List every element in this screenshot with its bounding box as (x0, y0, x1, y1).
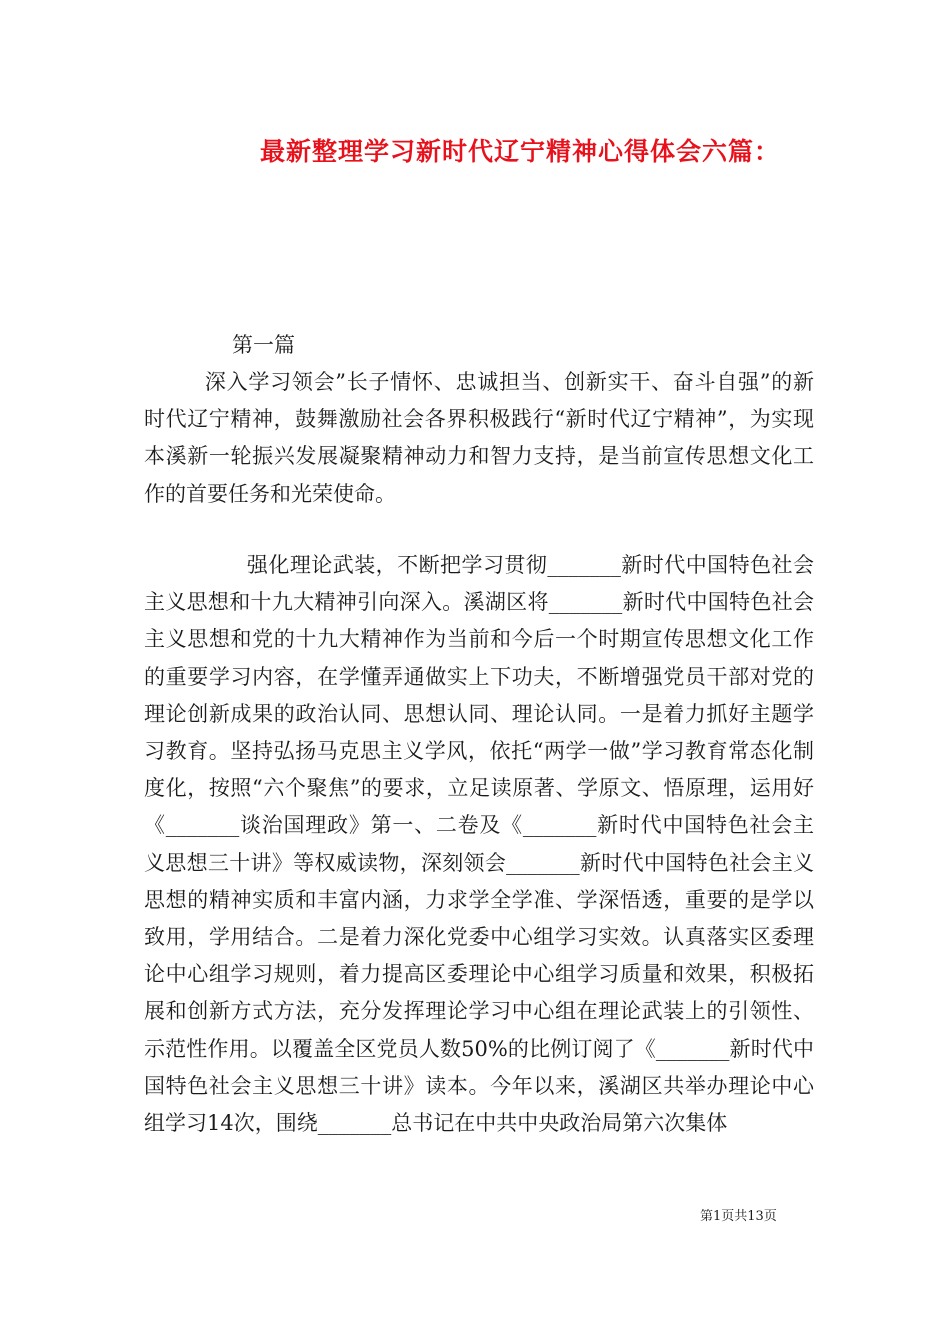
body-paragraph: 强化理论武装，不断把学习贯彻_______新时代中国特色社会主义思想和十九大精神引向深入。溪湖区将_______新时代中国特色社会主义思想和党的十九大精神作为当前和今后一个时期宣传思想文化工作的重要学习内容，在学懂弄通做实上下功夫，不断增强党员干部对党的理论创新成果的政治认同、思想认同、理论认同。一是着力抓好主题学习教育。坚持弘扬马克思主义学风，依托“两学一做”学习教育常态化制度化，按照“六个聚焦”的要求，立足读原著、学原文、悟原理，运用好《_______谈治国理政》第一、二卷及《_______新时代中国特色社会主义思想三十讲》等权威读物，深刻领会_______新时代中国特色社会主义思想的精神实质和丰富内涵，力求学全学准、学深悟透，重要的是学以致用，学用结合。二是着力深化党委中心组学习实效。认真落实区委理论中心组学习规则，着力提高区委理论中心组学习质量和效果，积极拓展和创新方式方法，充分发挥理论学习中心组在理论武装上的引领性、示范性作用。以覆盖全区党员人数50%的比例订阅了《_______新时代中国特色社会主义思想三十讲》读本。今年以来，溪湖区共举办理论中心组学习14次，围绕_______总书记在中共中央政治局第六次集体 (144, 553, 814, 1136)
document-title: 最新整理学习新时代辽宁精神心得体会六篇： (259, 137, 780, 166)
body-paragraph: 深入学习领会”长子情怀、忠诚担当、创新实干、奋斗自强”的新时代辽宁精神，鼓舞激励社会各界积极践行“新时代辽宁精神”，为实现本溪新一轮振兴发展凝聚精神动力和智力支持，是当前宣传思想文化工作的首要任务和光荣使命。 (144, 370, 814, 506)
page-number: 第1页共13页 (700, 1209, 777, 1224)
section-heading: 第一篇 (232, 333, 295, 357)
